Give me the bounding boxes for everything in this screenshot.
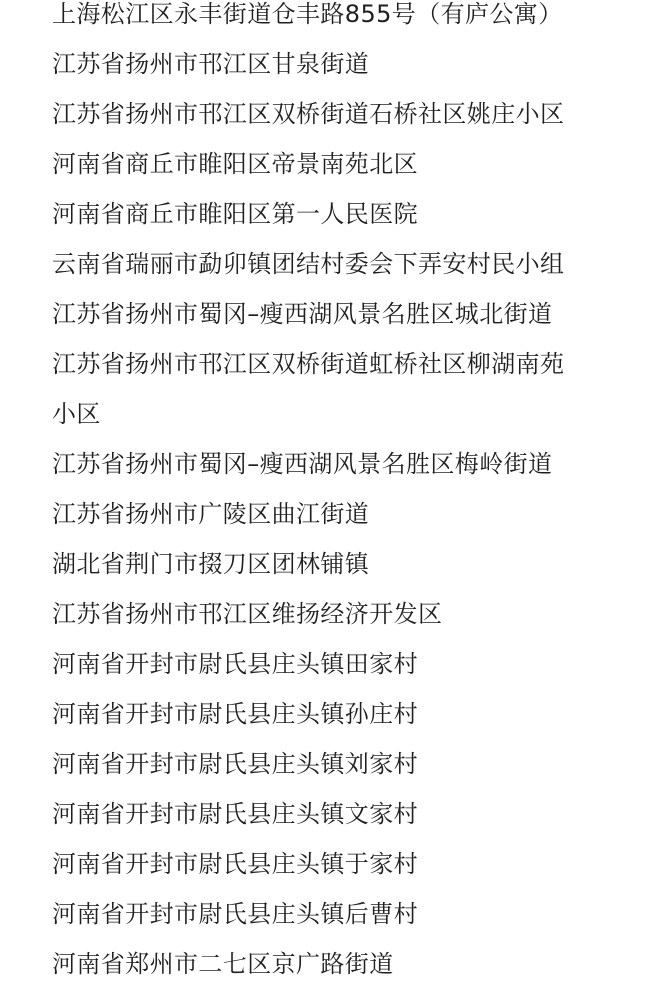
address-line: 河南省开封市尉氏县庄头镇文家村 <box>52 800 418 828</box>
address-line: 河南省开封市尉氏县庄头镇孙庄村 <box>52 700 418 728</box>
address-line: 江苏省扬州市邗江区双桥街道石桥社区姚庄小区 <box>52 100 565 128</box>
address-line: 河南省郑州市二七区京广路街道 <box>52 950 394 978</box>
address-line: 云南省瑞丽市勐卯镇团结村委会下弄安村民小组 <box>52 250 565 278</box>
address-line: 江苏省扬州市广陵区曲江街道 <box>52 500 370 528</box>
address-list <box>52 0 612 989</box>
address-line: 河南省商丘市睢阳区第一人民医院 <box>52 200 418 228</box>
address-line: 江苏省扬州市蜀冈–瘦西湖风景名胜区城北街道 <box>52 300 553 328</box>
address-line: 河南省开封市尉氏县庄头镇后曹村 <box>52 900 418 928</box>
address-line: 河南省开封市尉氏县庄头镇田家村 <box>52 650 418 678</box>
address-line: 江苏省扬州市蜀冈–瘦西湖风景名胜区梅岭街道 <box>52 450 553 478</box>
address-line: 江苏省扬州市邗江区甘泉街道 <box>52 50 370 78</box>
address-line: 河南省开封市尉氏县庄头镇于家村 <box>52 850 418 878</box>
address-line: 江苏省扬州市邗江区维扬经济开发区 <box>52 600 443 628</box>
address-line: 上海松江区永丰街道仓丰路855号（有庐公寓） <box>52 0 563 28</box>
address-line: 湖北省荆门市掇刀区团林铺镇 <box>52 550 370 578</box>
address-line-continuation: 小区 <box>52 400 101 428</box>
address-line: 河南省商丘市睢阳区帝景南苑北区 <box>52 150 418 178</box>
address-line: 河南省开封市尉氏县庄头镇刘家村 <box>52 750 418 778</box>
address-line: 江苏省扬州市邗江区双桥街道虹桥社区柳湖南苑 <box>52 350 565 378</box>
